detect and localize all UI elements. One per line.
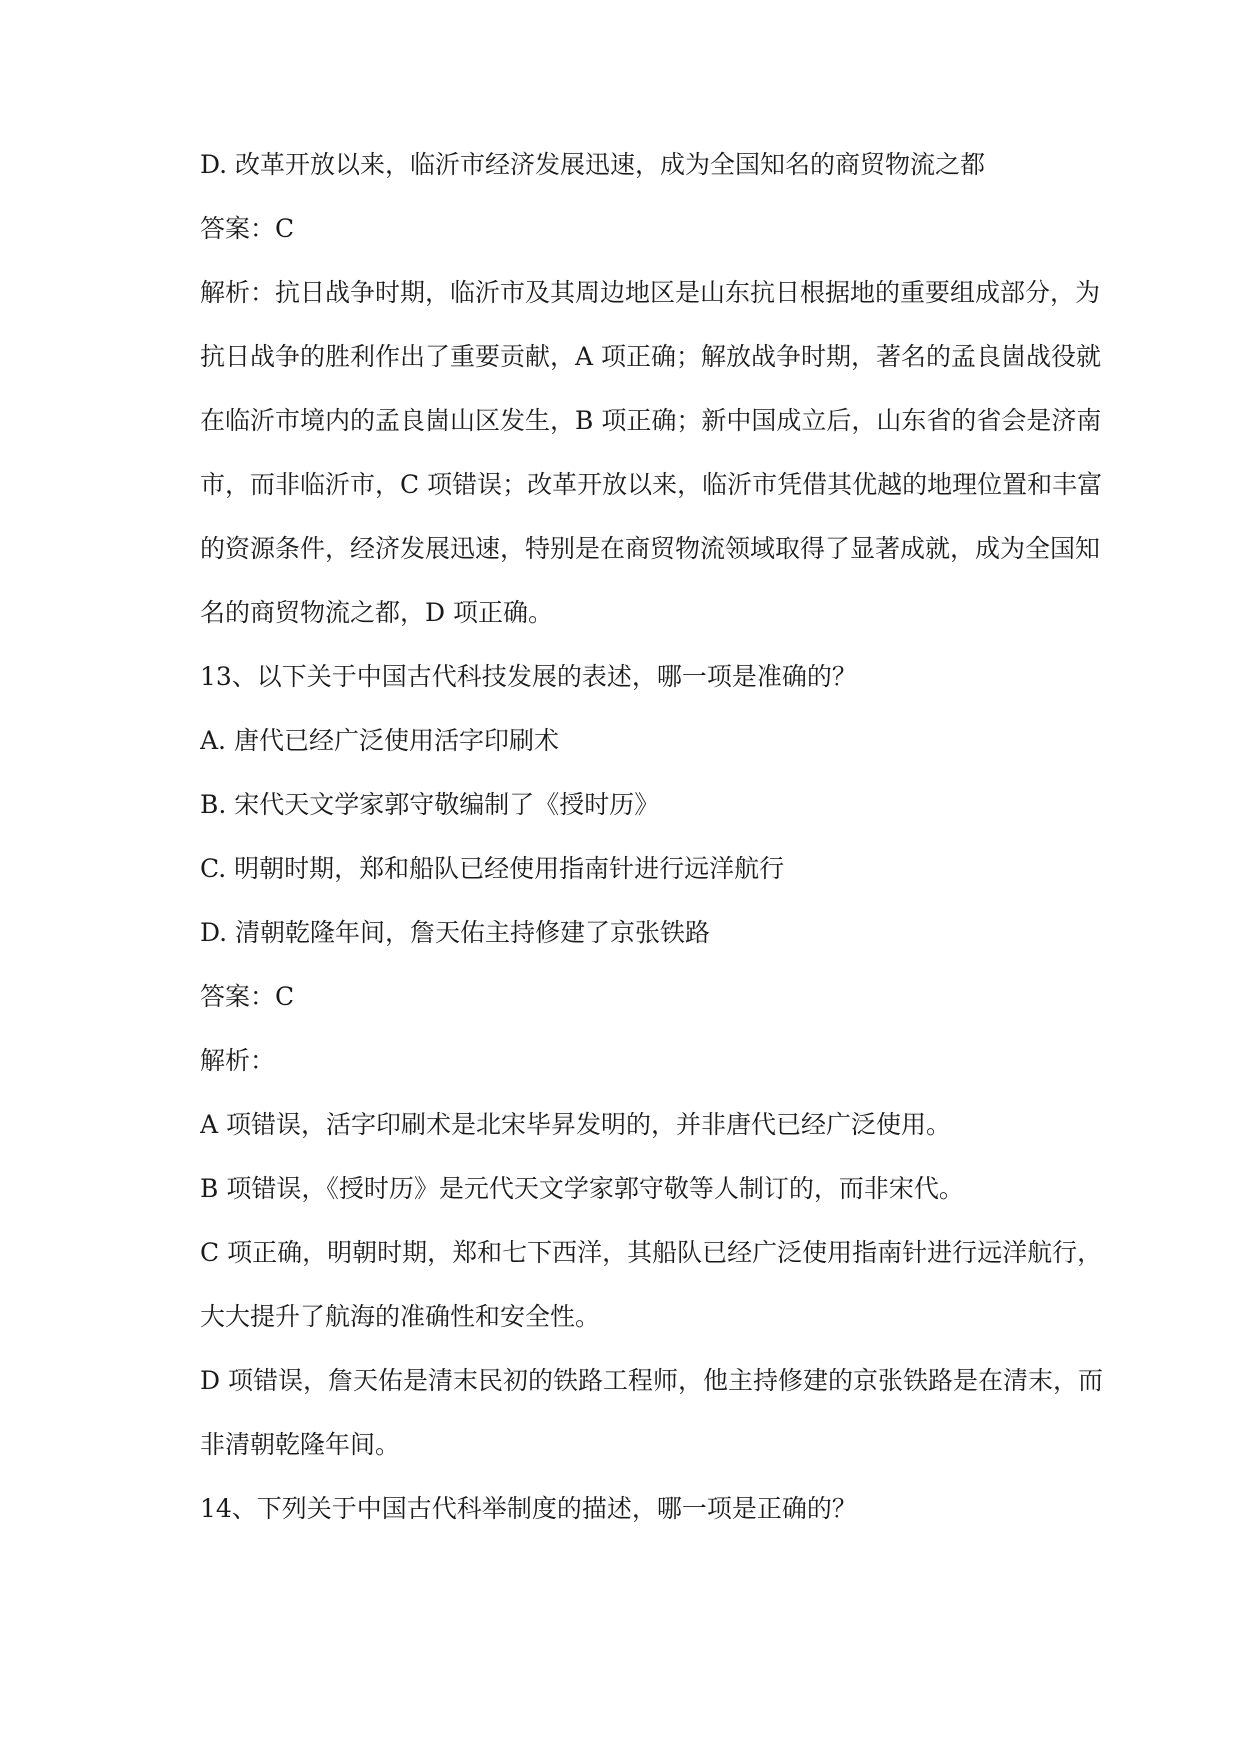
analysis-q12-line-4: 市，而非临沂市，C 项错误；改革开放以来，临沂市凭借其优越的地理位置和丰富 [200, 470, 1103, 499]
option-d-q13: D. 清朝乾隆年间，詹天佑主持修建了京张铁路 [200, 918, 711, 947]
analysis-q12-line-3: 在临沂市境内的孟良崮山区发生，B 项正确；新中国成立后，山东省的省会是济南 [200, 406, 1102, 435]
analysis-q13-c-line-2: 大大提升了航海的准确性和安全性。 [200, 1302, 601, 1331]
analysis-q12-line-2: 抗日战争的胜利作出了重要贡献，A 项正确；解放战争时期，著名的孟良崮战役就 [200, 342, 1102, 371]
analysis-q13-c-line-1: C 项正确，明朝时期，郑和七下西洋，其船队已经广泛使用指南针进行远洋航行， [200, 1238, 1103, 1267]
option-d-q12: D. 改革开放以来，临沂市经济发展迅速，成为全国知名的商贸物流之都 [200, 150, 986, 179]
analysis-q13-d-line-2: 非清朝乾隆年间。 [200, 1430, 401, 1459]
analysis-q13-a: A 项错误，活字印刷术是北宋毕昇发明的，并非唐代已经广泛使用。 [200, 1110, 952, 1139]
analysis-q13-b: B 项错误，《授时历》是元代天文学家郭守敬等人制订的，而非宋代。 [200, 1174, 964, 1203]
analysis-q12-line-5: 的资源条件，经济发展迅速，特别是在商贸物流领域取得了显著成就，成为全国知 [200, 534, 1101, 563]
answer-q12: 答案：C [200, 214, 295, 243]
question-14: 14、下列关于中国古代科举制度的描述，哪一项是正确的？ [200, 1494, 857, 1523]
analysis-q13-heading: 解析： [200, 1046, 276, 1075]
option-a-q13: A. 唐代已经广泛使用活字印刷术 [200, 726, 559, 755]
option-b-q13: B. 宋代天文学家郭守敬编制了《授时历》 [200, 790, 660, 819]
analysis-q12-line-6: 名的商贸物流之都，D 项正确。 [200, 598, 553, 627]
analysis-q12-line-1: 解析：抗日战争时期，临沂市及其周边地区是山东抗日根据地的重要组成部分，为 [200, 278, 1101, 307]
question-13: 13、以下关于中国古代科技发展的表述，哪一项是准确的？ [200, 662, 857, 691]
answer-q13: 答案：C [200, 982, 295, 1011]
analysis-q13-d-line-1: D 项错误，詹天佑是清末民初的铁路工程师，他主持修建的京张铁路是在清末，而 [200, 1366, 1103, 1395]
option-c-q13: C. 明朝时期，郑和船队已经使用指南针进行远洋航行 [200, 854, 785, 883]
